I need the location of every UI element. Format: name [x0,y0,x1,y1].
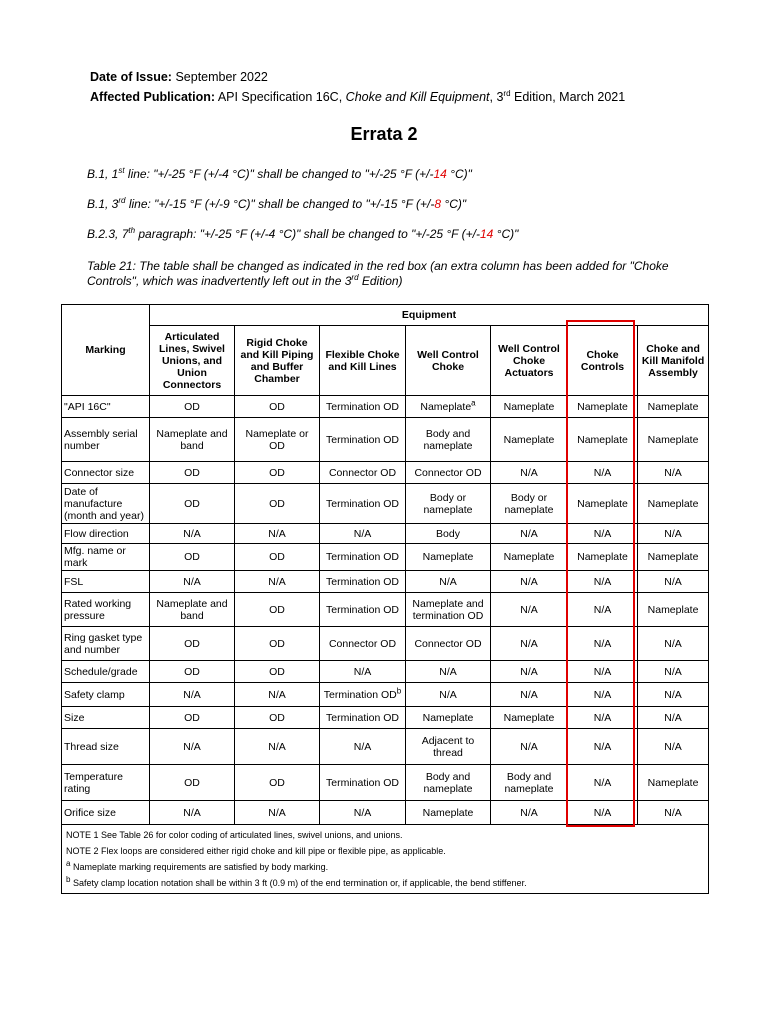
cell-text: Body or nameplate [423,491,473,516]
table-cell [235,462,320,484]
table-cell [320,544,406,571]
cell-text: N/A [439,575,457,588]
publication-pre: API Specification 16C, [217,90,346,104]
row-label: Assembly serial number [62,418,150,462]
table-cell [638,707,709,729]
table-cell [235,544,320,571]
marking-header: Marking [62,305,150,396]
table-cell [235,418,320,462]
table-change-note [87,259,682,289]
table-cell [150,418,235,462]
table-cell [320,418,406,462]
table-cell [638,593,709,627]
table-cell [491,593,568,627]
cell-text: N/A [183,527,201,540]
change-value-red: 14 [479,227,494,241]
table-cell [406,593,491,627]
cell-text: Nameplate [647,776,699,789]
row-label: Size [62,707,150,729]
table-cell [150,765,235,801]
table-cell [235,765,320,801]
cell-text: Adjacent to thread [421,734,475,759]
cell-text: N/A [520,665,538,678]
table-cell [406,544,491,571]
cell-text: Nameplate and band [156,597,228,622]
cell-text: OD [184,400,200,413]
table-cell [150,627,235,661]
table-cell [320,661,406,683]
cell-text: N/A [439,688,457,701]
cell-text: N/A [520,637,538,650]
cell-text: OD [184,776,200,789]
cell-text: Termination OD [326,603,399,616]
equipment-header: Equipment [150,305,709,326]
date-value: September 2022 [175,70,268,84]
change-sup: rd [118,196,126,205]
cell-text: Nameplate [647,551,699,563]
table-cell [235,524,320,544]
cell-text: Termination OD [326,575,399,588]
publication-mid: , 3 [489,90,504,104]
table-cell [150,544,235,571]
table-cell [235,593,320,627]
table-note-sup: rd [351,273,359,282]
table-cell [491,418,568,462]
table-cell [491,524,568,544]
table-cell [320,801,406,825]
table-cell [320,396,406,418]
cell-text: N/A [593,711,612,724]
cell-text: Nameplate [577,551,628,563]
cell-text: N/A [664,740,682,753]
table-cell [638,683,709,707]
row-label: Thread size [62,729,150,765]
cell-text: N/A [268,688,286,701]
row-label: Temperature rating [62,765,150,801]
table-cell [406,765,491,801]
cell-text: N/A [183,575,201,588]
cell-text: Nameplate [647,400,699,413]
cell-text: N/A [268,740,286,753]
cell-text: Nameplate [420,400,472,413]
row-label: Safety clamp [62,683,150,707]
table-cell [320,524,406,544]
cell-text: OD [269,711,285,724]
table-cell [150,462,235,484]
footnote-b [66,875,704,891]
column-header: Rigid Choke and Kill Piping and Buffer Chamber [235,326,320,396]
table-cell [406,484,491,524]
row-label: Orifice size [62,801,150,825]
table-cell [638,418,709,462]
date-of-issue [90,70,268,84]
table-cell [150,707,235,729]
table-cell [235,729,320,765]
cell-text: OD [184,665,200,678]
cell-text: OD [269,400,285,413]
cell-text: Nameplate [503,711,555,724]
table-cell [406,524,491,544]
row-label: Rated working pressure [62,593,150,627]
table-cell [638,396,709,418]
cell-text: Nameplate [577,497,628,510]
footnote-mark: a [66,859,71,868]
cell-text: Nameplate [647,497,699,510]
table-cell [235,396,320,418]
cell-text: N/A [520,466,538,479]
table-cell [491,396,568,418]
table-cell [406,707,491,729]
table-cell [638,729,709,765]
footnote-mark: b [66,875,71,884]
table-cell [638,524,709,544]
footnote-mark: b [396,686,402,695]
publication-title: Choke and Kill Equipment [345,90,490,104]
table-cell [320,707,406,729]
cell-text: Termination OD [323,688,397,701]
row-label: "API 16C" [62,396,150,418]
cell-text: Nameplate [577,433,628,446]
table-cell [235,801,320,825]
cell-text: N/A [520,527,538,540]
cell-text: N/A [593,575,612,588]
table-cell [235,571,320,593]
table-cell [320,462,406,484]
cell-text: Termination OD [326,433,399,446]
publication-label: Affected Publication: [90,90,216,104]
table-cell [150,729,235,765]
table-cell [235,683,320,707]
cell-text: N/A [268,527,286,540]
cell-text: Nameplate or OD [245,427,309,452]
table-cell [491,729,568,765]
table-cell [406,729,491,765]
cell-text: N/A [183,688,201,701]
cell-text: Termination OD [326,497,399,510]
table-cell [638,544,709,571]
cell-text: Nameplate [503,433,555,446]
table-cell [320,729,406,765]
column-header: Well Control Choke Actuators [491,326,568,396]
choke-controls-highlight-box [566,320,635,827]
cell-text: N/A [664,575,682,588]
table-cell [235,627,320,661]
table-cell [150,593,235,627]
cell-text: N/A [593,637,612,650]
table-cell [406,801,491,825]
column-header: Choke and Kill Manifold Assembly [638,326,709,396]
cell-text: N/A [593,665,612,678]
cell-text: N/A [520,575,538,588]
affected-publication [90,90,625,104]
cell-text: N/A [664,665,682,678]
cell-text: Nameplate and band [156,427,228,452]
cell-text: Body and nameplate [423,427,473,452]
cell-text: OD [184,466,200,479]
cell-text: N/A [353,806,372,819]
cell-text: OD [269,637,285,650]
cell-text: N/A [664,527,682,540]
table-cell [491,627,568,661]
cell-text: N/A [183,740,201,753]
cell-text: Termination OD [326,551,399,563]
cell-text: Nameplate [503,551,555,563]
table-cell [638,462,709,484]
footnote-a [66,859,704,875]
table-cell [638,571,709,593]
table-cell [320,593,406,627]
table-cell [638,801,709,825]
change-item [87,227,518,241]
cell-text: N/A [593,527,612,540]
cell-text: Connector OD [414,466,482,479]
table-cell [491,765,568,801]
footnote-text: Safety clamp location notation shall be within 3 ft (0.9 m) of the end termination or, if applicable, the bend stiffener. [72,878,527,888]
table-cell [638,627,709,661]
note-1: NOTE 1 See Table 26 for color coding of articulated lines, swivel unions, and unions. [66,830,403,840]
column-header: Flexible Choke and Kill Lines [320,326,406,396]
cell-text: Connector OD [328,637,397,650]
table-cell [150,661,235,683]
table-cell [406,571,491,593]
table-note-text: Edition) [358,274,403,288]
cell-text: N/A [664,806,682,819]
table-cell [150,484,235,524]
cell-text: Body and nameplate [423,770,473,795]
footnote-mark: a [471,398,476,407]
change-text: B.1, 3 [87,197,119,211]
cell-text: N/A [664,637,682,650]
table-cell [638,484,709,524]
cell-text: Connector OD [328,466,397,479]
notes-cell [62,825,709,894]
change-text: B.2.3, 7 [87,227,129,241]
table-cell [320,484,406,524]
cell-text: N/A [593,688,612,701]
table-cell [150,683,235,707]
cell-text: Termination OD [326,400,399,413]
row-label: Ring gasket type and number [62,627,150,661]
cell-text: N/A [664,711,682,724]
table-cell [491,571,568,593]
cell-text: OD [269,603,285,616]
table-cell [491,683,568,707]
cell-text: OD [184,497,200,510]
cell-text: Body or nameplate [504,491,554,516]
cell-text: Termination OD [326,711,399,724]
publication-post: Edition, March 2021 [510,90,626,104]
cell-text: Body [436,527,460,540]
row-label: FSL [62,571,150,593]
cell-text: N/A [593,776,612,789]
change-value-red: 8 [434,197,442,211]
table-cell [491,544,568,571]
table-cell [235,661,320,683]
change-text: B.1, 1 [87,167,119,181]
table-cell [406,661,491,683]
table-cell [150,801,235,825]
cell-text: N/A [268,806,286,819]
cell-text: N/A [353,665,372,678]
change-item [87,167,472,181]
cell-text: OD [269,497,285,510]
cell-text: N/A [520,603,538,616]
table-cell [320,765,406,801]
cell-text: Connector OD [414,637,482,650]
table-cell [320,683,406,707]
cell-text: OD [269,665,285,678]
table-cell [491,707,568,729]
cell-text: OD [184,637,200,650]
table-cell [638,765,709,801]
table-note-text: Table 21: The table shall be changed as indicated in the red box (an extra column has been added for "Choke Controls", which was inadvertently left out in the 3 [87,259,669,288]
cell-text: OD [269,776,285,789]
table-cell [150,571,235,593]
cell-text: N/A [183,806,201,819]
table-notes [62,825,709,894]
row-label: Flow direction [62,524,150,544]
row-label: Date of manufacture (month and year) [62,484,150,524]
table-cell [150,524,235,544]
change-text: line: "+/-15 °F (+/-9 °C)" shall be changed to "+/-15 °F (+/- [125,197,435,211]
table-cell [638,661,709,683]
column-header: Articulated Lines, Swivel Unions, and Union Connectors [150,326,235,396]
cell-text: Nameplate [647,433,699,446]
cell-text: N/A [353,740,372,753]
table-cell [320,571,406,593]
cell-text: N/A [520,688,538,701]
table-cell [406,396,491,418]
cell-text: N/A [268,575,286,588]
change-text: paragraph: "+/-25 °F (+/-4 °C)" shall be changed to "+/-25 °F (+/- [135,227,480,241]
column-header: Choke Controls [568,326,638,396]
cell-text: Body and nameplate [504,770,554,795]
cell-text: Nameplate and termination OD [412,597,484,622]
change-text: °C)" [493,227,519,241]
cell-text: OD [269,466,285,479]
row-label: Mfg. name or mark [62,544,150,571]
cell-text: Nameplate [422,806,474,819]
table-cell [406,462,491,484]
table-cell [406,627,491,661]
cell-text: Nameplate [422,711,474,724]
change-sup: th [128,226,136,235]
table-cell [235,707,320,729]
cell-text: N/A [439,665,457,678]
column-header: Well Control Choke [406,326,491,396]
change-value-red: 14 [433,167,447,181]
cell-text: OD [184,711,200,724]
cell-text: N/A [664,466,682,479]
table-cell [150,396,235,418]
change-item [87,197,466,211]
table-cell [491,801,568,825]
note-2: NOTE 2 Flex loops are considered either rigid choke and kill pipe or flexible pipe, as applicable. [66,846,446,856]
table-cell [235,484,320,524]
cell-text: N/A [593,740,612,753]
footnote-text: Nameplate marking requirements are satisfied by body marking. [72,862,329,872]
table-cell [491,661,568,683]
cell-text: Nameplate [647,603,699,616]
date-label: Date of Issue: [90,70,172,84]
cell-text: N/A [520,740,538,753]
change-sup: st [118,166,125,175]
row-label: Connector size [62,462,150,484]
cell-text: OD [184,551,200,563]
change-text: line: "+/-25 °F (+/-4 °C)" shall be changed to "+/-25 °F (+/- [124,167,434,181]
cell-text: N/A [593,466,612,479]
cell-text: N/A [520,806,538,819]
table-cell [491,484,568,524]
table-cell [406,418,491,462]
table-cell [406,683,491,707]
cell-text: N/A [593,806,612,819]
cell-text: N/A [353,527,372,540]
cell-text: N/A [664,688,682,701]
change-text: °C)" [441,197,467,211]
change-text: °C)" [446,167,472,181]
cell-text: Nameplate [503,400,555,413]
cell-text: Termination OD [326,776,399,789]
cell-text: N/A [593,603,612,616]
cell-text: Nameplate [422,551,474,563]
page-title: Errata 2 [350,124,418,144]
table-cell [320,627,406,661]
publication-sup: rd [503,88,511,98]
cell-text: OD [269,551,285,563]
cell-text: Nameplate [577,400,628,413]
table-cell [491,462,568,484]
row-label: Schedule/grade [62,661,150,683]
